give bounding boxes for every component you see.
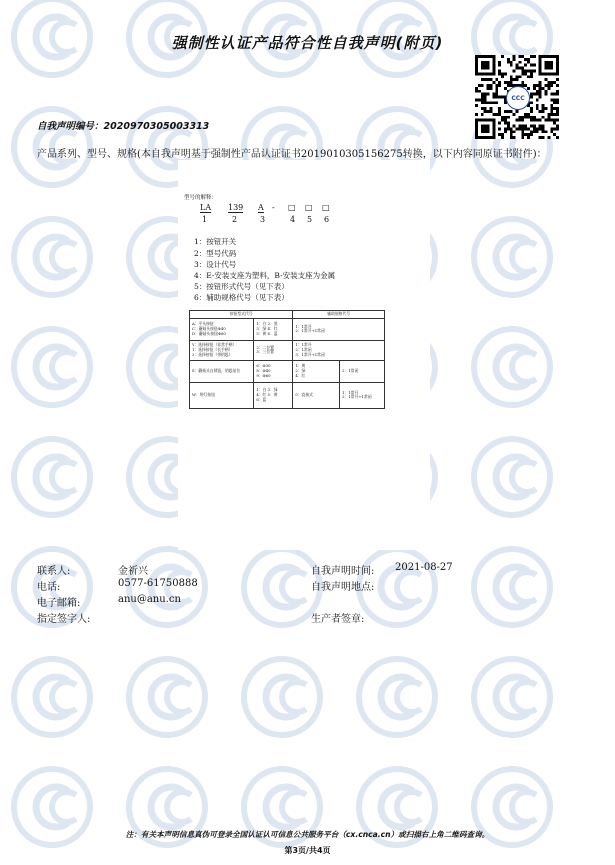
table-cell: S：蘑菇头自锁钮，钥匙复位 bbox=[190, 360, 254, 382]
ccc-watermark-icon bbox=[470, 545, 554, 629]
table-cell: 2：二位置 3：三位置 bbox=[254, 340, 293, 360]
table-cell: A：平头按钮 C：蘑菇头按钮Φ40 D：蘑菇头按钮Φ60 bbox=[190, 318, 254, 340]
legend-item-6: 6：辅助规格代号（见下表） bbox=[194, 293, 289, 302]
code-part-2: 139 bbox=[228, 203, 244, 212]
type-label: 型号的解释： bbox=[184, 195, 218, 201]
code-part-1: LA bbox=[200, 203, 212, 212]
email-label: 电子邮箱: bbox=[37, 598, 81, 609]
phone-value: 0577-61750888 bbox=[118, 578, 198, 589]
document-title: 强制性认证产品符合性自我声明(附页) bbox=[171, 34, 444, 52]
signatory-label: 指定签字人: bbox=[37, 614, 91, 625]
page-number: 第3页/共4页 bbox=[284, 846, 331, 855]
declaration-number-value: 2020970305003313 bbox=[103, 121, 210, 132]
code-number-5: 5 bbox=[307, 215, 313, 224]
code-part-3: A bbox=[258, 203, 264, 212]
code-number-4: 4 bbox=[290, 215, 296, 224]
code-part-5: □ bbox=[305, 203, 313, 212]
legend-item-3: 3：设计代号 bbox=[194, 260, 237, 269]
email-value[interactable]: anu@anu.cn bbox=[118, 594, 181, 605]
phone-label: 电话: bbox=[37, 582, 61, 593]
ccc-watermark-icon bbox=[10, 435, 94, 519]
declaration-place-label: 自我声明地点: bbox=[311, 582, 375, 593]
intro-text: 产品系列、型号、规格(本自我声明基于强制性产品认证证书2019010305156275转换，以下内容同原证书附件)： bbox=[37, 149, 547, 160]
table-row bbox=[190, 318, 385, 340]
code-number-6: 6 bbox=[324, 215, 330, 224]
code-part-4: □ bbox=[288, 203, 296, 212]
producer-seal-label: 生产者签章: bbox=[311, 614, 365, 625]
table-cell: 0：直接式 bbox=[293, 382, 340, 408]
table-row bbox=[190, 340, 385, 360]
ccc-logo-icon: CCC bbox=[506, 86, 530, 110]
code-part-6: □ bbox=[322, 203, 330, 212]
legend-item-1: 1：按钮开关 bbox=[194, 237, 237, 246]
ccc-watermark-icon bbox=[470, 325, 554, 409]
code-number-2: 2 bbox=[232, 215, 238, 224]
table-cell: 1：1常开 2：1常闭 3：1常开+1常闭 bbox=[293, 340, 385, 360]
ccc-watermark-icon bbox=[355, 655, 439, 739]
ccc-watermark-icon bbox=[240, 655, 324, 739]
contact-person-value: 金祈兴 bbox=[118, 566, 148, 577]
table-cell: 2：1常闭 bbox=[340, 360, 385, 382]
declaration-number-label: 自我声明编号： bbox=[37, 121, 104, 132]
table-cell: 1：1常开 2：1常开+1常闭 bbox=[340, 382, 385, 408]
table-cell: Y：选择按钮（非常手柄） 1：选择按钮（长手柄） 2：选择按钮（带钥匙） bbox=[190, 340, 254, 360]
ccc-watermark-icon bbox=[470, 435, 554, 519]
legend-item-4: 4：E-安装支座为塑料，B-安装支座为金属 bbox=[194, 271, 336, 280]
table-cell: 1：黄 2：绿 4：红 bbox=[293, 360, 340, 382]
declaration-time-label: 自我声明时间: bbox=[311, 566, 375, 577]
code-dash: - bbox=[272, 203, 275, 212]
spec-table bbox=[189, 310, 385, 409]
contact-person-label: 联系人: bbox=[37, 566, 71, 577]
table-cell: W：带灯按钮 bbox=[190, 382, 254, 408]
code-number-1: 1 bbox=[202, 215, 208, 224]
table-row bbox=[190, 382, 385, 408]
ccc-watermark-icon bbox=[10, 215, 94, 299]
table-header-aux-spec: 辅助规格代号 bbox=[293, 311, 385, 319]
table-row bbox=[190, 360, 385, 382]
table-cell: 6：Φ30 8：Φ40 9：Φ60 bbox=[254, 360, 293, 382]
declaration-number bbox=[37, 118, 209, 132]
ccc-watermark-icon bbox=[470, 655, 554, 739]
table-cell: 1：1常开 2：1常开+1常闭 bbox=[293, 318, 385, 340]
ccc-watermark-icon bbox=[470, 215, 554, 299]
legend-item-2: 2：型号代码 bbox=[194, 249, 237, 258]
footer-note: 注：有关本声明信息真伪可登录全国认证认可信息公共服务平台（cx.cnca.cn）或扫描右上角二维码查询。 bbox=[125, 830, 490, 839]
table-header-button-type: 按钮型式代号 bbox=[190, 311, 293, 319]
ccc-watermark-icon bbox=[125, 655, 209, 739]
code-number-3: 3 bbox=[260, 215, 266, 224]
ccc-watermark-icon bbox=[10, 325, 94, 409]
model-explanation-panel bbox=[178, 160, 430, 550]
legend-item-5: 5：按钮形式代号（见下表） bbox=[194, 282, 289, 291]
qr-code-icon[interactable] bbox=[475, 55, 559, 139]
table-header-row bbox=[190, 311, 385, 319]
ccc-watermark-icon bbox=[10, 655, 94, 739]
table-cell: 1：白 3：绿 4：红 5：黄 6：蓝 bbox=[254, 382, 293, 408]
table-cell: 1：白 2：黑 3：绿 4：红 5：黄 6：蓝 bbox=[254, 318, 293, 340]
declaration-time-value: 2021-08-27 bbox=[395, 562, 453, 573]
